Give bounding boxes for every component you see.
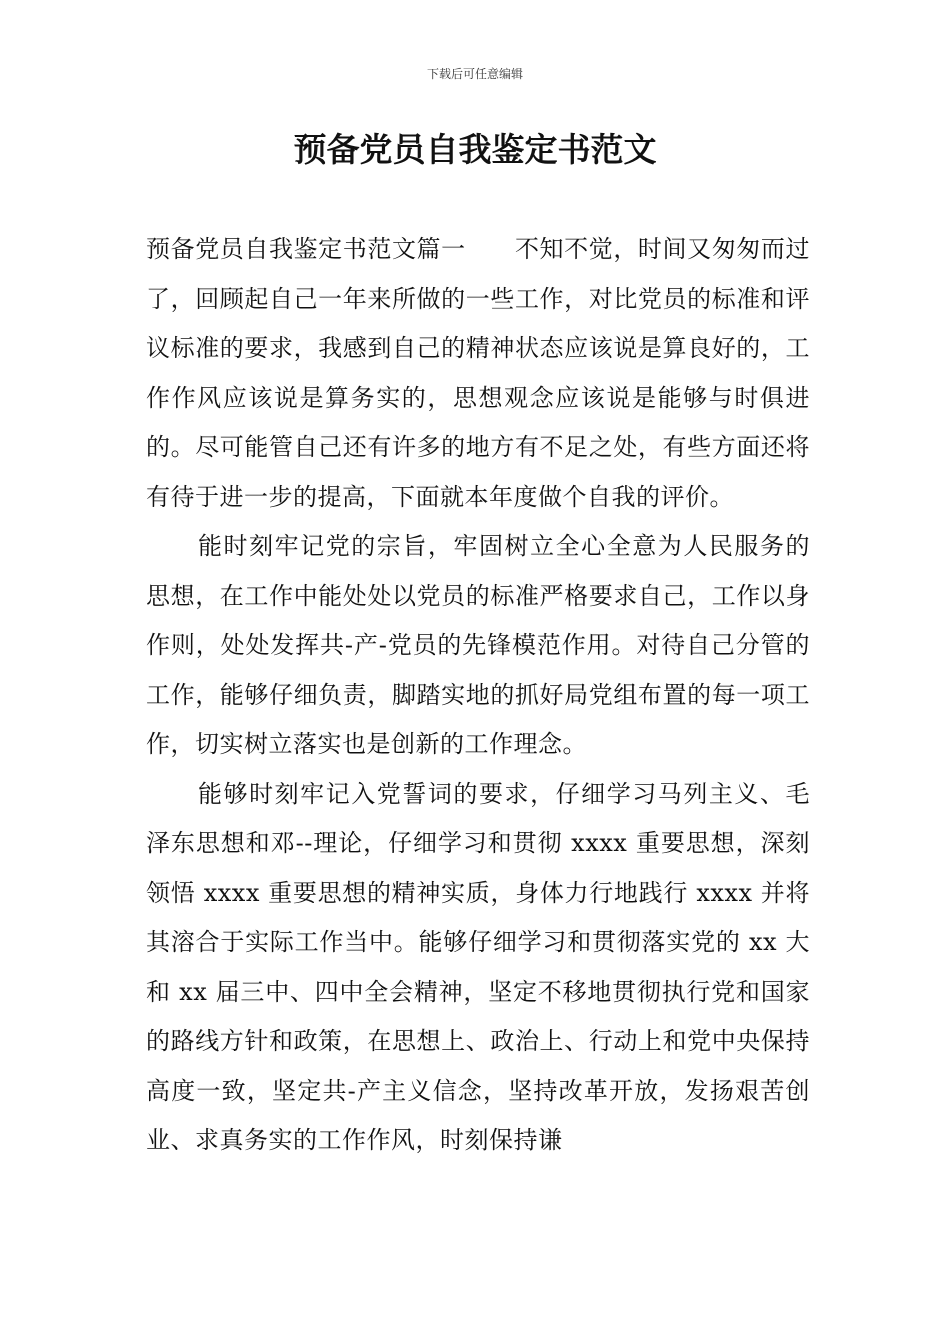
- header-note: 下载后可任意编辑: [426, 67, 523, 81]
- document-title: 预备党员自我鉴定书范文: [293, 130, 657, 169]
- paragraph-2: 能时刻牢记党的宗旨，牢固树立全心全意为人民服务的思想，在工作中能处处以党员的标准严格要求自己，工作以身作则，处处发挥共-产-党员的先锋模范作用。对待自己分管的工作，能够仔细负责，脚踏实地的抓好局党组布置的每一项工作，切实树立落实也是创新的工作理念。: [146, 532, 810, 758]
- paragraph-1: 预备党员自我鉴定书范文篇一 不知不觉，时间又匆匆而过了，回顾起自己一年来所做的一些工作，对比党员的标准和评议标准的要求，我感到自己的精神状态应该说是算良好的，工作作风应该说是算务实的，思想观念应该说是能够与时俱进的。尽可能管自己还有许多的地方有不足之处，有些方面还将有待于进一步的提高，下面就本年度做个自我的评价。: [146, 235, 810, 511]
- paragraph-3: 能够时刻牢记入党誓词的要求，仔细学习马列主义、毛泽东思想和邓--理论，仔细学习和贯彻 xxxx 重要思想，深刻领悟 xxxx 重要思想的精神实质，身体力行地践行 xxxx 并将其溶合于实际工作当中。能够仔细学习和贯彻落实党的 xx 大和 xx 届三中、四中全会精神，坚定不移地贯彻执行党和国家的路线方针和政策，在思想上、政治上、行动上和党中央保持 高度一致，坚定共-产主义信念，坚持改革开放，发扬艰苦创业、求真务实的工作作风，时刻保持谦: [146, 779, 835, 1154]
- document-body: [146, 225, 835, 1166]
